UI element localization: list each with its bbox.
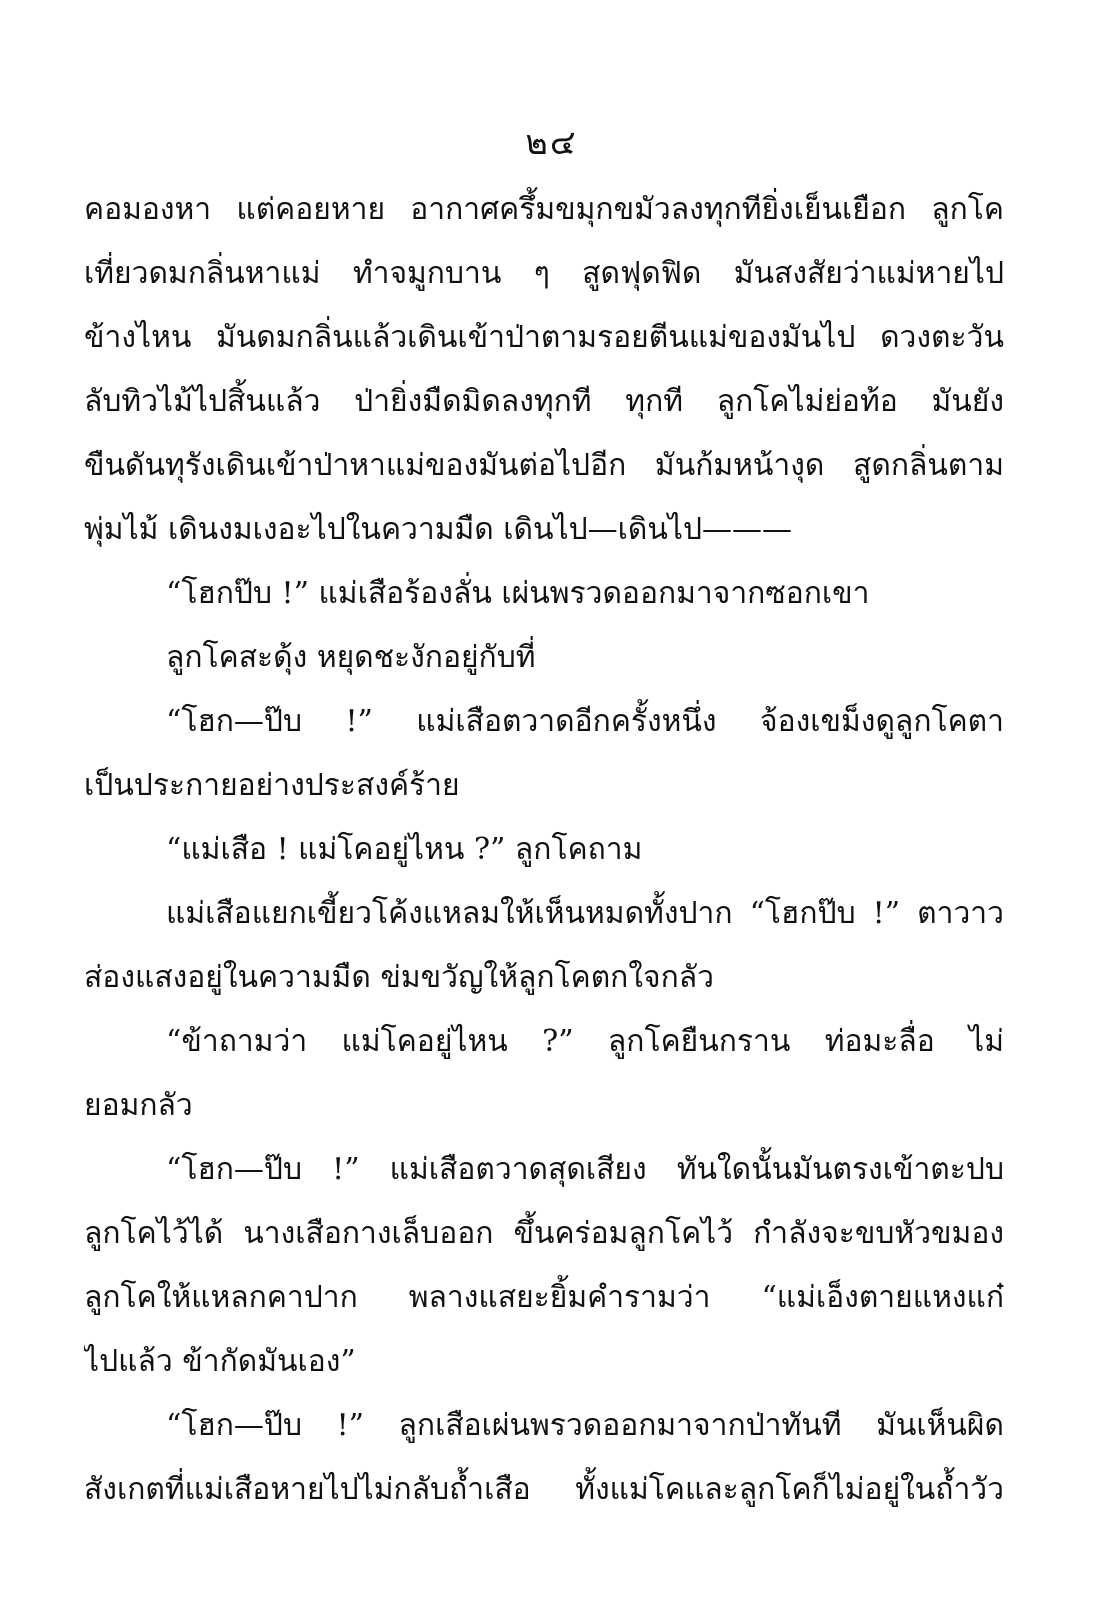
text-line: พุ่มไม้ เดินงมเงอะไปในความมืด เดินไป—เดินไป——— bbox=[84, 512, 793, 547]
text-line: “โฮก—ป๊บ !” แม่เสือตวาดอีกครั้งหนึ่ง จ้องเขม็งดูลูกโคตา bbox=[166, 704, 1004, 739]
page-number: ๒๔ bbox=[525, 123, 578, 163]
text-line: ลับทิวไม้ไปสิ้นแล้ว ป่ายิ่งมืดมิดลงทุกที ทุกที ลูกโคไม่ย่อท้อ มันยัง bbox=[84, 384, 1004, 419]
text-line: “แม่เสือ ! แม่โคอยู่ไหน ?” ลูกโคถาม bbox=[166, 832, 643, 867]
text-line: แม่เสือแยกเขี้ยวโค้งแหลมให้เห็นหมดทั้งปาก “โฮกป๊บ !” ตาวาว bbox=[166, 896, 1004, 931]
text-line: “โฮก—ป๊บ !” แม่เสือตวาดสุดเสียง ทันใดนั้นมันตรงเข้าตะปบ bbox=[166, 1152, 1004, 1187]
text-line: สังเกตที่แม่เสือหายไปไม่กลับถ้ำเสือ ทั้งแม่โคและลูกโคก็ไม่อยู่ในถ้ำวัว bbox=[84, 1472, 1004, 1507]
text-line: ขืนดันทุรังเดินเข้าป่าหาแม่ของมันต่อไปอีก มันก้มหน้างุด สูดกลิ่นตาม bbox=[84, 448, 1004, 483]
text-line: ยอมกลัว bbox=[84, 1088, 193, 1123]
text-line: “โฮกป๊บ !” แม่เสือร้องลั่น เผ่นพรวดออกมาจากซอกเขา bbox=[166, 576, 870, 611]
text-line: “โฮก—ป๊บ !” ลูกเสือเผ่นพรวดออกมาจากป่าทันที มันเห็นผิด bbox=[166, 1408, 1004, 1443]
body-text bbox=[84, 178, 1004, 1522]
text-line: ข้างไหน มันดมกลิ่นแล้วเดินเข้าป่าตามรอยตีนแม่ของมันไป ดวงตะวัน bbox=[84, 320, 1004, 355]
text-line: คอมองหา แต่คอยหาย อากาศครึ้มขมุกขมัวลงทุกทียิ่งเย็นเยือก ลูกโค bbox=[84, 192, 1004, 227]
text-line: เป็นประกายอย่างประสงค์ร้าย bbox=[84, 768, 460, 803]
text-line: เที่ยวดมกลิ่นหาแม่ ทำจมูกบาน ๆ สูดฟุดฟิด มันสงสัยว่าแม่หายไป bbox=[84, 256, 1004, 291]
text-line: ลูกโคสะดุ้ง หยุดชะงักอยู่กับที่ bbox=[166, 640, 536, 675]
text-line: ลูกโคให้แหลกคาปาก พลางแสยะยิ้มคำรามว่า “แม่เอ็งตายแหงแก๋ bbox=[84, 1280, 1004, 1315]
text-line: ไปแล้ว ข้ากัดมันเอง” bbox=[84, 1344, 356, 1379]
text-line: “ข้าถามว่า แม่โคอยู่ไหน ?” ลูกโคยืนกราน ท่อมะลื่อ ไม่ bbox=[166, 1024, 1004, 1059]
text-line: ลูกโคไว้ได้ นางเสือกางเล็บออก ขึ้นคร่อมลูกโคไว้ กำลังจะขบหัวขมอง bbox=[84, 1216, 1004, 1251]
text-line: ส่องแสงอยู่ในความมืด ข่มขวัญให้ลูกโคตกใจกลัว bbox=[84, 960, 714, 995]
